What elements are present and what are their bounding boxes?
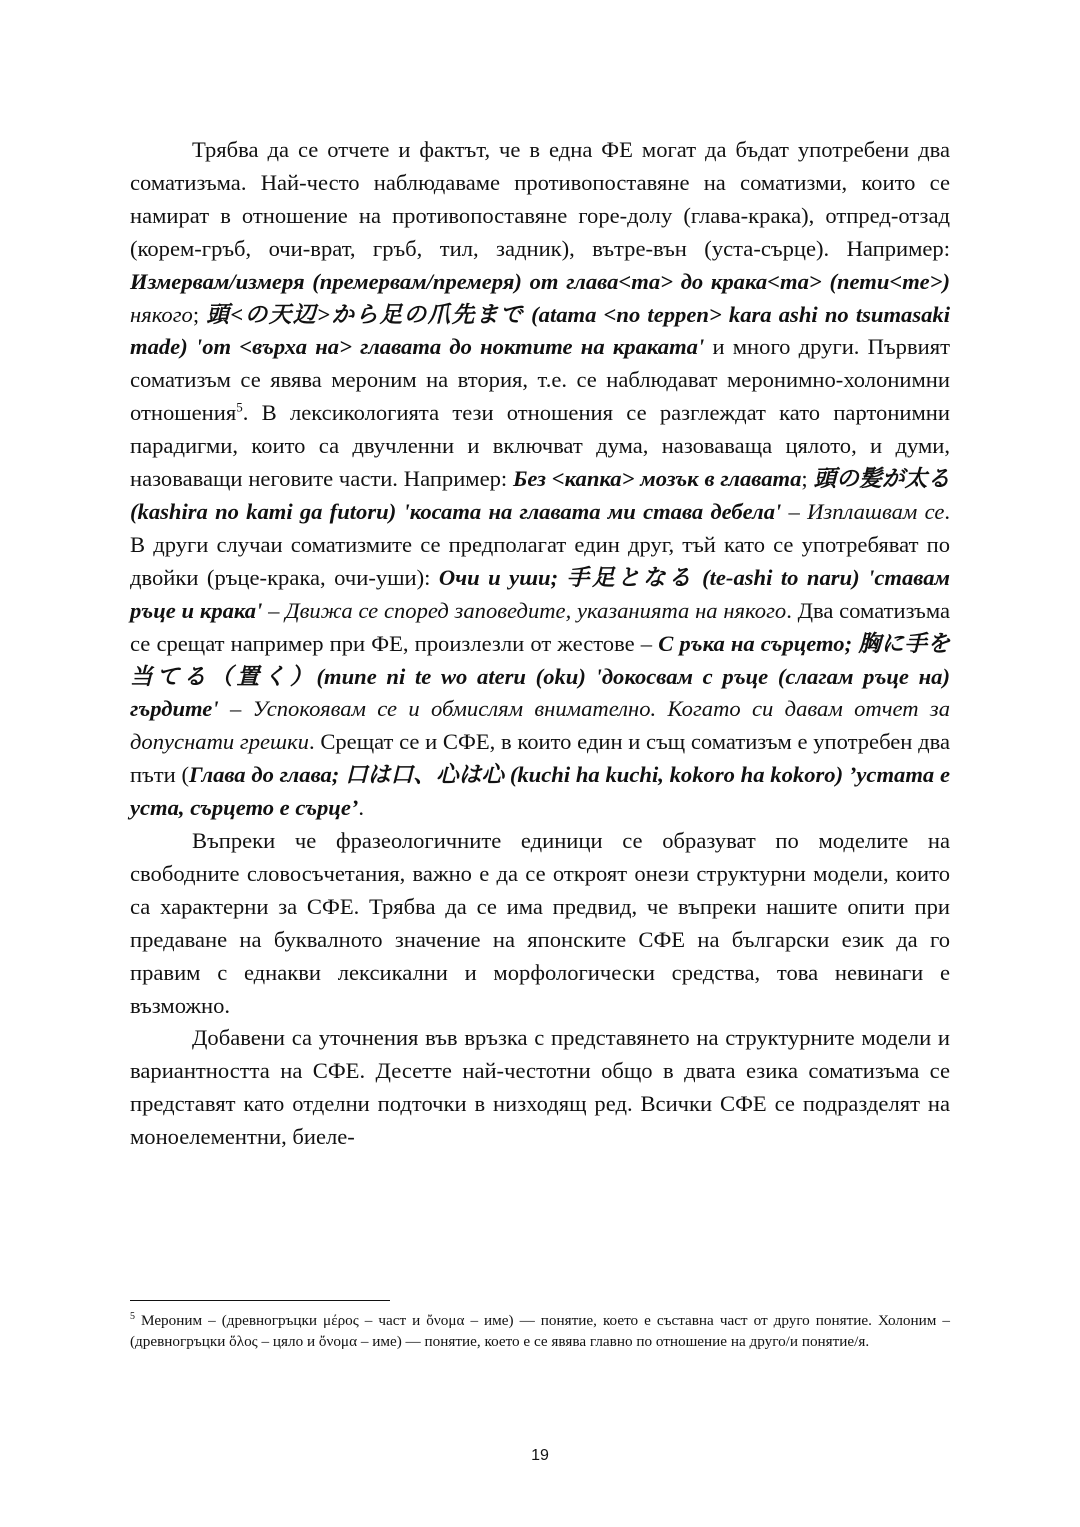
text-run: – (218, 696, 253, 722)
paragraph-1 (130, 134, 950, 825)
text-run: . Срещат се и СФЕ, в които един и същ соматизъм е употребен два пъти ( (130, 729, 950, 788)
text-run: Трябва да се отчете и фактът, че в една ФЕ могат да бъдат употребени два соматизъма. Най-често наблюдаваме противопоставяне на соматизми, които се намират в отношение на противопоставяне горе-долу (глава-крака), отпред-отзад (корем-гръб, очи-врат, гръб, тил, задник), вътре-вън (уста-сърце). Например: (130, 137, 950, 261)
italic-gloss: Движа се според заповедите, указанията на някого (285, 597, 787, 623)
text-run: – (781, 498, 808, 524)
example-phrase: Глава до глава; 口は口、心は心 (kuchi ha kuchi, kokoro ha kokoro) ’устата е уста, сърцето е сърце’ (130, 762, 950, 821)
example-phrase: Очи и уши; 手足となる (te-ashi to naru) 'ставам ръце и крака' (130, 564, 951, 623)
text-run: ; (192, 301, 207, 327)
text-run: . Два соматизъма се срещат например при ФЕ, произлезли от жестове – (130, 597, 950, 656)
text-run: – (262, 597, 286, 623)
example-phrase: С ръка на сърцето; 胸に手を当てる（置く）(mune ni te wo ateru (oku) 'докосвам с ръце (слагам ръце на) гърдите' (130, 630, 950, 722)
example-phrase: 頭の髪が太る (kashira no kami ga futoru) 'косата на главата ми става дебела' (130, 466, 950, 524)
italic-gloss: Успокоявам се и обмислям внимателно. Когато си давам отчет за допуснати грешки (130, 696, 950, 755)
footnote-marker: 5 (130, 1310, 135, 1322)
body-text (130, 134, 950, 1154)
text-run: Въпреки че фразеологичните единици се образуват по моделите на свободните словосъчетания, важно е да се откроят онези структурни модели, които са характерни за СФЕ. Трябва да се има предвид, че въпреки нашите опити при предаване на буквалното значение на японските СФЕ на български език да го правим с еднакви лексикални и морфологически средства, това невинаги е възможно. (130, 828, 950, 1018)
text-run: . В други случаи соматизмите се предполагат един друг, тъй като се употребяват по двойки (ръце-крака, очи-уши): (130, 498, 951, 590)
footnote (130, 1311, 950, 1352)
example-phrase: 頭<の天辺>から足の爪先まで (atama <no teppen> kara ashi no tsumasaki made) 'от <върха на> главата до ноктите на краката' (130, 301, 950, 360)
example-phrase: Измервам/измеря (премервам/премеря) от глава<та> до крака<та> (пети<те>) (130, 268, 950, 294)
text-run: Добавени са уточнения във връзка с представянето на структурните модели и вариантността на СФЕ. Десетте най-честотни общо в двата езика соматизъма се представят като отделни подточки в низходящ ред. Всички СФЕ се подразделят на моноелементни, биеле- (130, 1025, 950, 1150)
page-number: 19 (531, 1447, 549, 1464)
example-phrase: Без <капка> мозък в главата (513, 466, 802, 492)
footnote-divider (130, 1300, 390, 1301)
text-run: и много други. Първият соматизъм се явява мероним на втория, т.е. се наблюдават меронимно-холонимни отношения (130, 334, 950, 426)
paragraph-3 (130, 1022, 950, 1154)
italic-gloss: някого (130, 301, 193, 327)
footnote-text: Мероним – (древногръцки μέρος – част и ὄνομα – име) — понятие, което е съставна част от друго понятие. Холоним – (древногръцки ὅλος – цяло и ὄνομα – име) — понятие, което е се явява главно по отношение на друго/и понятие/я. (130, 1312, 950, 1350)
text-run: . (358, 795, 365, 821)
text-run: . В лексикологията тези отношения се разглеждат като партонимни парадигми, които са двучленни и включват дума, назоваваща цялото, и думи, назоваващи неговите части. Например: (130, 400, 950, 492)
paragraph-2 (130, 825, 950, 1022)
italic-gloss: Изплашвам се (807, 498, 945, 524)
footnote-reference[interactable]: 5 (236, 399, 243, 415)
text-run: ; (801, 466, 814, 492)
